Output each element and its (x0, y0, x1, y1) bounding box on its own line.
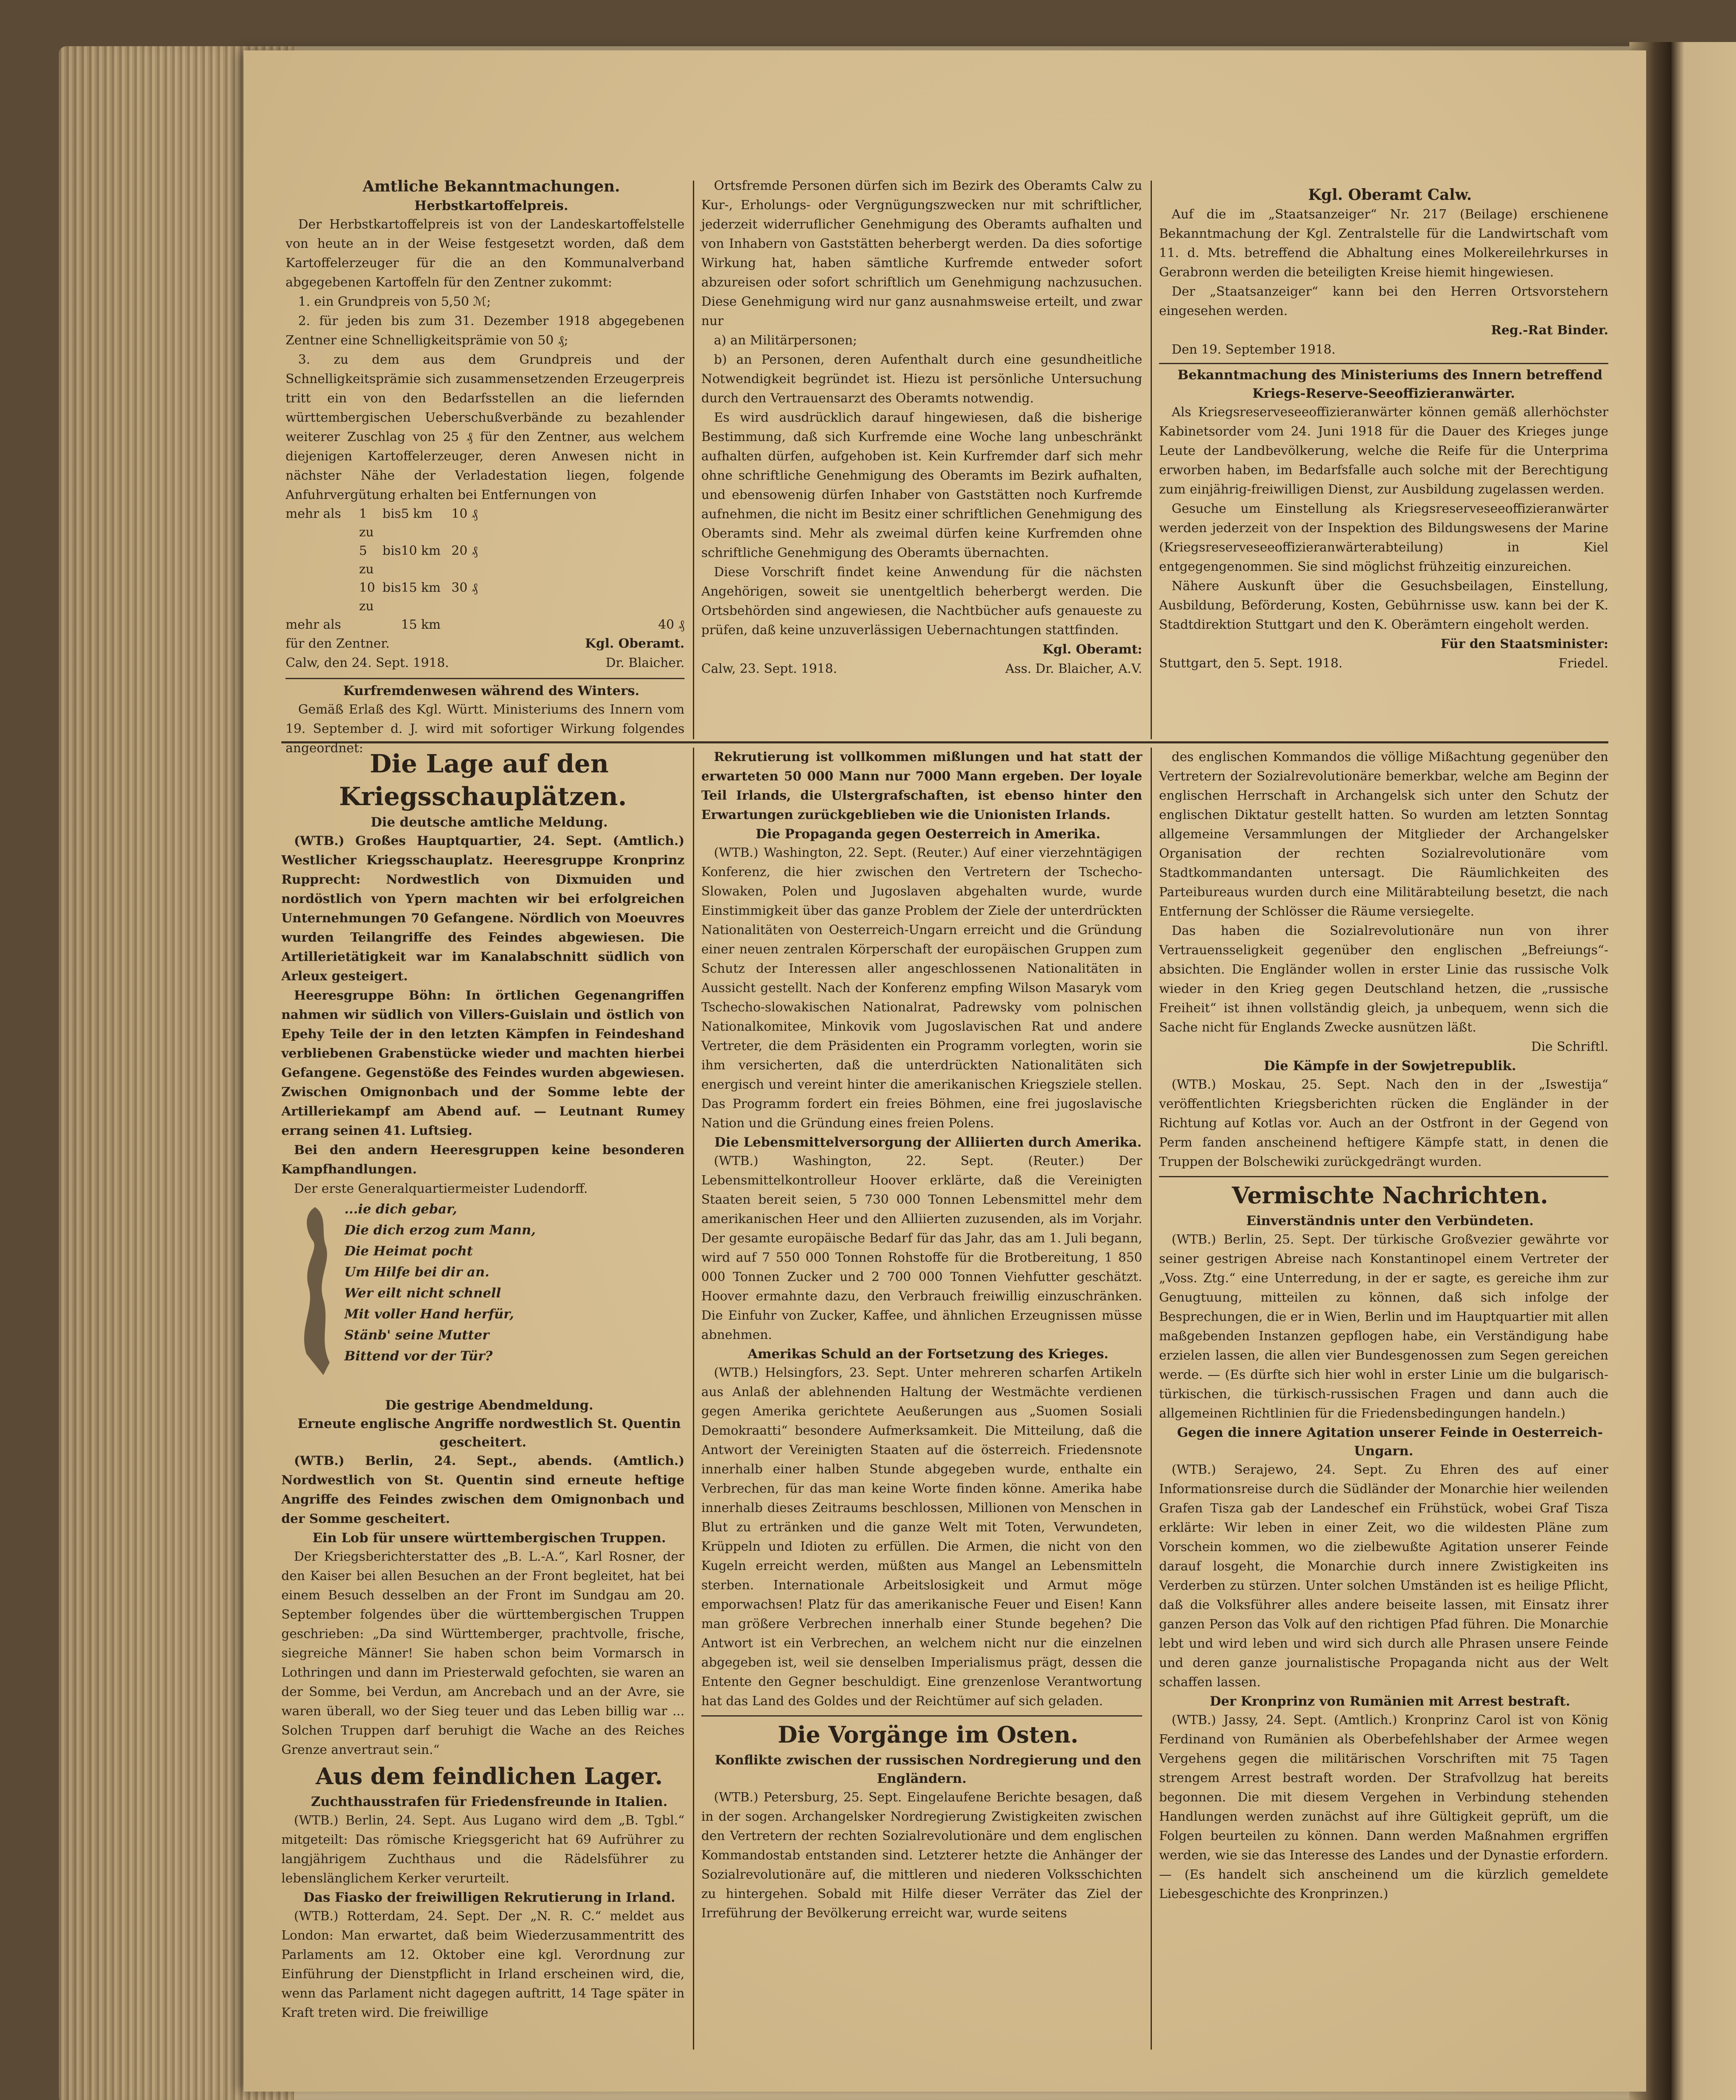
office-name: Kgl. Oberamt: (1042, 642, 1142, 657)
office-name: Kgl. Oberamt. (585, 636, 684, 651)
announcement-subtitle: Herbstkartoffelpreis. (414, 198, 569, 213)
paragraph: (WTB.) Berlin, 25. Sept. Der türkische Großvezier gewährte vor seiner gestrigen Abreise nach Konstantinopel einem Vertreter der „Voss. Ztg.“ eine Unterredung, in der er sagte, es gereiche ihm zur Genugtuung, mitteilen zu können, daß sich infolge der Besprechungen, die er in Wien, Berlin und im Hauptquartier mit allen maßgebenden Instanzen gepflogen habe, ein Verständigung habe erzielen lassen, die allen vier Bundesgenossen zum Segen gereichen werde. — (Es dürfte sich hier wohl in erster Linie um die bulgarisch-türkischen, die türkisch-russischen Fragen und dann auch die allgemeinen Richtlinien für die Friedensbedingungen handeln.) (1159, 1232, 1608, 1421)
paragraph: (WTB.) Moskau, 25. Sept. Nach den in der „Iswestija“ veröffentlichten Kriegsberichten rücken die Engländer in der Richtung auf Kotlas vor. Auch an der Ostfront in der Gegend von Perm fanden anscheinend heftigere Kämpfe statt, in denen die Truppen der Bolschewiki zurückgedrängt wurden. (1159, 1077, 1608, 1169)
signer: Reg.-Rat Binder. (1491, 323, 1608, 338)
announcement-title: Amtliche Bekanntmachungen. (362, 178, 620, 195)
paragraph: Der erste Generalquartiermeister Ludendorff. (294, 1181, 588, 1196)
top-column-3 (1159, 185, 1608, 739)
section-subtitle: Erneute englische Angriffe nordwestlich St. Quentin gescheitert. (297, 1416, 681, 1450)
poem (281, 1199, 684, 1396)
column-rule-top-1 (693, 181, 694, 739)
main-column-1 (281, 748, 684, 2058)
paragraph: (WTB.) Rotterdam, 24. Sept. Der „N. R. C.“ meldet aus London: Man erwartet, daß beim Wiederzusammentritt des Parlaments am 12. Oktober eine kgl. Verordnung zur Einführung der Dienstpflicht in Irland erscheinen wird, die, wenn das Parlament nicht dagegen auftritt, 14 Tage später in Kraft treten wird. Die freiwillige (281, 1909, 684, 2020)
announcement-item-3: 3. zu dem aus dem Grundpreis und der Schnelligkeitsprämie sich zusammensetzenden Erzeugerpreis tritt ein von den Bedarfsstellen an die liefernden württembergischen Ueberschußverbände zu bezahlender weiterer Zuschlag von 25 ₰ für den Zentner, aus welchem diejenigen Kartoffelerzeuger, deren Anwesen nicht in nächster Nähe der Verladestation liegen, folgende Anfuhrvergütung erhalten bei Entfernungen von (286, 352, 684, 502)
paragraph: Gesuche um Einstellung als Kriegsreserveseeoffizieranwärter werden jederzeit von der Inspektion des Bildungswesens der Marine (Kriegsreserveseeoffizieranwärterabteilung) in Kiel entgegengenommen. Sie sind möglichst frühzeitig einzureichen. (1159, 501, 1608, 574)
announcement-title: Bekanntmachung des Ministeriums des Innern betreffend Kriegs-Reserve-Seeoffizieranwärter. (1177, 368, 1602, 401)
poem-line: Mit voller Hand herfür, (344, 1307, 514, 1322)
poem-line: ...ie dich gebar, (344, 1202, 457, 1217)
office-name: Für den Staatsminister: (1440, 637, 1608, 651)
paragraph: Nähere Auskunft über die Gesuchsbeilagen, Einstellung, Ausbildung, Beförderung, Kosten, Gebührnisse usw. kann bei der K. Stadtdirektion Stuttgart und den K. Oberämtern eingeholt werden. (1159, 579, 1608, 632)
paragraph: Rekrutierung ist vollkommen mißlungen und hat statt der erwarteten 50 000 Mann nur 7000 Mann ergeben. Der loyale Teil Irlands, die Ulstergrafschaften, ist ebenso hinter den Erwartungen zurückgeblieben wie die Unionisten Irlands. (701, 750, 1142, 822)
column-rule-main-2 (1151, 748, 1152, 2050)
headline: Vermischte Nachrichten. (1232, 1182, 1548, 1209)
dateline: Calw, 23. Sept. 1918. (701, 662, 837, 676)
section-subtitle: Amerikas Schuld an der Fortsetzung des Krieges. (747, 1347, 1109, 1362)
section-subtitle: Die Propaganda gegen Oesterreich in Amerika. (755, 827, 1101, 842)
decorative-figure-icon (290, 1203, 340, 1379)
poem-line: Um Hilfe bei dir an. (344, 1265, 490, 1280)
newspaper-page (244, 50, 1646, 2092)
table-cell: 10 km (401, 543, 441, 558)
dateline: Stuttgart, den 5. Sept. 1918. (1159, 656, 1343, 671)
section-subtitle: Ein Lob für unsere württembergischen Truppen. (312, 1530, 666, 1546)
paragraph: (WTB.) Serajewo, 24. Sept. Zu Ehren des auf einer Informationsreise durch die Südländer der Monarchie hier weilenden Grafen Tisza gab der Landeschef ein Frühstück, wobei Graf Tisza erklärte: Wir leben in einer Zeit, wo die wildesten Pläne zum Vorschein kommen, wo die zielbewußte Agitation unserer Feinde darauf losgeht, die Monarchie durch innere Zwistigkeiten ins Verderben zu stürzen. Unter solchen Umständen ist es heilige Pflicht, daß die Volksführer alles andere beiseite lassen, mit Einsatz ihrer ganzen Person das Volk auf den richtigen Pfad führen. Die Monarchie lebt und wird leben und wird sich durch alle Phrasen unsere Feinde und deren ganze journalistische Propaganda nicht aus der Welt schaffen lassen. (1159, 1462, 1608, 1690)
announcement-intro: Der Herbstkartoffelpreis ist von der Landeskartoffelstelle von heute an in der Weise festgesetzt worden, daß dem Kartoffelerzeuger für die an den Kommunalverband abgegebenen Kartoffeln für den Zentner zukommt: (286, 217, 684, 290)
section-subtitle: Zuchthausstrafen für Friedensfreunde in Italien. (311, 1794, 668, 1809)
paragraph: Heeresgruppe Böhn: In örtlichen Gegenangriffen nahmen wir südlich von Villers-Guislain und östlich von Epehy Teile der in den letzten Kämpfen in Feindeshand verbliebenen Grabenstücke wieder und machten hierbei Gefangene. Gegenstöße des Feindes wurden abgewiesen. Zwischen Omignonbach und der Somme lebte der Artilleriekampf am Abend auf. — Leutnant Rumey errang seinen 41. Luftsieg. (281, 988, 684, 1138)
poem-line: Die Heimat pocht (344, 1244, 473, 1259)
paragraph: (WTB.) Berlin, 24. Sept. Aus Lugano wird dem „B. Tgbl.“ mitgeteilt: Das römische Kriegsgericht hat 69 Aufrührer zu langjährigem Zuchthaus und die Rädelsführer zu lebenslänglichem Kerker verurteilt. (281, 1813, 684, 1886)
table-cell: 1 bis zu (359, 507, 401, 540)
top-column-1 (286, 176, 684, 756)
announcement-item-1: 1. ein Grundpreis von 5,50 ℳ; (298, 294, 491, 309)
main-column-2 (701, 748, 1142, 2058)
headline: Die Lage auf den Kriegsschauplätzen. (339, 749, 627, 811)
table-cell: mehr als (286, 507, 341, 521)
main-column-3 (1159, 748, 1608, 2058)
section-subtitle: Der Kronprinz von Rumänien mit Arrest bestraft. (1209, 1694, 1571, 1709)
table-cell: 40 ₰ (658, 617, 684, 632)
signer: Dr. Blaicher. (606, 656, 684, 670)
next-page-edge (1671, 42, 1736, 2100)
table-cell: 10 bis zu (359, 580, 401, 614)
paragraph: Der Kriegsberichterstatter des „B. L.-A.“, Karl Rosner, der den Kaiser bei allen Besuchen an der Front begleitet, hat bei einem Besuch desselben an der Front im Sundgau am 20. September folgendes über die württembergischen Truppen geschrieben: „Da sind Württemberger, prachtvolle, frische, siegreiche Männer! Sie haben schon beim Vormarsch in Lothringen und dann im Priesterwald gefochten, sie waren an der Somme, bei Verdun, am Ancrebach und an der Avre, sie waren überall, wo der Sieg teuer und das Leben billig war ... Solchen Truppen darf beruhigt die Wache an des Reiches Grenze anvertraut sein.“ (281, 1549, 684, 1757)
top-column-2 (701, 176, 1142, 739)
section-subtitle: Die deutsche amtliche Meldung. (370, 815, 608, 830)
table-cell: 30 ₰ (451, 580, 478, 595)
signer: Ass. Dr. Blaicher, A.V. (1005, 662, 1142, 676)
table-cell: 10 ₰ (451, 507, 478, 521)
poem-line: Bittend vor der Tür? (344, 1349, 493, 1364)
list-item: a) an Militärpersonen; (714, 333, 857, 348)
table-cell: 15 km (401, 617, 441, 632)
paragraph: (WTB.) Großes Hauptquartier, 24. Sept. (Amtlich.) Westlicher Kriegsschauplatz. Heeresgruppe Kronprinz Rupprecht: Nordwestlich von Dixmuiden und nordöstlich von Ypern machten wir bei erfolgreichen Unternehmungen 70 Gefangene. Nördlich von Moeuvres wurden Teilangriffe des Feindes abgewiesen. Die Artillerietätigkeit war im Kanalabschnitt südlich von Arleux gesteigert. (281, 834, 684, 984)
section-subtitle: Die Lebensmittelversorgung der Alliierten durch Amerika. (714, 1135, 1142, 1150)
section-subtitle: Konflikte zwischen der russischen Nordregierung und den Engländern. (715, 1753, 1141, 1786)
table-cell (286, 579, 359, 616)
paragraph: (WTB.) Washington, 22. Sept. (Reuter.) Der Lebensmittelkontrolleur Hoover erklärte, daß die Vereinigten Staaten bereit seien, 5 730 000 Tonnen Lebensmittel mehr dem amerikanischen Heer und den Alliierten zuzusenden, als im Vorjahr. Der gesamte europäische Bedarf für das Jahr, das am 1. Juli begann, wird auf 7 550 000 Tonnen Rohstoffe für die Brotbereitung, 1 850 000 Tonnen Zucker und 2 700 000 Tonnen Viehfutter geschätzt. Hoover ermahnte dazu, den Verbrauch freiwillig einzuschränken. Die Einfuhr von Zucker, Kaffee, und ähnlichen Erzeugnissen müsse abnehmen. (701, 1154, 1142, 1342)
table-cell: 5 bis zu (359, 543, 401, 577)
paragraph: Ortsfremde Personen dürfen sich im Bezirk des Oberamts Calw zu Kur-, Erholungs- oder Vergnügungszwecken nur mit schriftlicher, jederzeit widerruflicher Genehmigung des Oberamts aufhalten und von Inhabern von Gaststätten beherbergt werden. Da dies sofortige Wirkung hat, haben sämtliche Kurfremde entweder sofort abzureisen oder sofort schriftlich um Genehmigung nachzusuchen. Diese Genehmigung wird nur ganz ausnahmsweise erteilt, und zwar nur (701, 178, 1142, 328)
poem-line: Stänb' seine Mutter (344, 1328, 489, 1343)
table-cell (359, 616, 401, 634)
section-subtitle: Das Fiasko der freiwilligen Rekrutierung in Irland. (303, 1890, 676, 1905)
table-cell: 5 km (401, 507, 433, 521)
paragraph: Auf die im „Staatsanzeiger“ Nr. 217 (Beilage) erschienene Bekanntmachung der Kgl. Zentralstelle für die Landwirtschaft vom 11. d. Mts. betreffend die Abhaltung eines Molkereilehrkurses in Gerabronn werden die beteiligten Kreise hiemit hingewiesen. (1159, 207, 1608, 280)
paragraph: (WTB.) Jassy, 24. Sept. (Amtlich.) Kronprinz Carol ist von König Ferdinand von Rumänien als Oberbefehlshaber der Armee wegen Vergehens gegen die militärischen Vorschriften mit 75 Tagen strengem Arrest bestraft worden. Der Strafvollzug hat bereits begonnen. Die mit diesem Vergehen in Verbindung stehenden Handlungen werden zunächst auf ihre Gültigkeit geprüft, um die Folgen beurteilen zu können. Dann werden Maßnahmen ergriffen werden, wie sie das Interesse des Landes und der Dynastie erfordern. — (Es handelt sich anscheinend um die kürzlich gemeldete Liebesgeschichte des Kronprinzen.) (1159, 1713, 1608, 1901)
section-subtitle: Die Kämpfe in der Sowjetrepublik. (1264, 1058, 1516, 1074)
paragraph: Bei den andern Heeresgruppen keine besonderen Kampfhandlungen. (281, 1143, 684, 1177)
dateline: Den 19. September 1918. (1172, 342, 1336, 357)
paragraph: Diese Vorschrift findet keine Anwendung für die nächsten Angehörigen, soweit sie unentgeltlich beherbergt werden. Die Ortsbehörden sind angewiesen, die Nachtbücher aufs genaueste zu prüfen, daß keine unzuverlässigen Uebernachtungen stattfinden. (701, 565, 1142, 638)
table-cell: mehr als (286, 617, 341, 632)
source-credit: Die Schriftl. (1531, 1040, 1608, 1054)
table-cell: 15 km (401, 580, 441, 595)
section-subtitle: Gegen die innere Agitation unserer Feinde in Oesterreich-Ungarn. (1177, 1425, 1603, 1459)
list-item: b) an Personen, deren Aufenthalt durch eine gesundheitliche Notwendigkeit begründet ist. Hiezu ist persönliche Untersuchung durch den Vertrauensarzt des Oberamts notwendig. (701, 352, 1142, 406)
column-rule-main-1 (693, 748, 694, 2050)
distance-table (286, 505, 684, 634)
paragraph: (WTB.) Berlin, 24. Sept., abends. (Amtlich.) Nordwestlich von St. Quentin sind erneute heftige Angriffe des Feindes zwischen dem Omignonbach und der Somme gescheitert. (281, 1454, 684, 1526)
section-subtitle: Kurfremdenwesen während des Winters. (343, 683, 640, 698)
dateline: Calw, den 24. Sept. 1918. (286, 656, 449, 670)
signer: Friedel. (1558, 656, 1608, 671)
paragraph: (WTB.) Washington, 22. Sept. (Reuter.) Auf einer vierzehntägigen Konferenz, die hier zwischen den Vertretern der Tschecho-Slowaken, Polen und Jugoslaven abgehalten wurde, wurde Einstimmigkeit über das ganze Problem der Ziele der unterdrückten Nationalitäten von Oesterreich-Ungarn erreicht und die Gründung einer neuen zentralen Körperschaft der europäischen Gruppen zum Schutz der Interessen aller angeschlossenen Nationalitäten in Aussicht gestellt. Nach der Konferenz empfing Wilson Masaryk vom Tschecho-slowakischen Nationalrat, Padrewsky vom polnischen Nationalkomitee, Minkovik vom Jugoslavischen Rat und andere Vertreter, die dem Präsidenten ein Programm vorlegten, worin sie ihm versicherten, daß die unterdrückten Nationalitäten sich energisch und vereint hinter die amerikanischen Kriegsziele stellen. Das Programm fordert ein freies Böhmen, eine frei jugoslavische Nation und die Gründung eines freien Polens. (701, 845, 1142, 1131)
headline: Die Vorgänge im Osten. (777, 1721, 1079, 1748)
paragraph: Als Kriegsreserveseeoffizieranwärter können gemäß allerhöchster Kabinetsorder vom 24. Juni 1918 für die Dauer des Krieges junge Leute der Landbevölkerung, welche die Reife für die Unterprima erworben haben, im Bedarfsfalle auch solche mit der Berechtigung zum einjährig-freiwilligen Dienst, zur Ausbildung zugelassen werden. (1159, 405, 1608, 497)
paragraph: Das haben die Sozialrevolutionäre nun von ihrer Vertrauensseligkeit gegenüber den englischen „Befreiungs“-absichten. Die Engländer wollen in erster Linie das russische Volk wieder in den Krieg gegen Deutschland hetzen, die „russische Freiheit“ ist ihnen vollständig gleich, ja unbequem, wenn sich die Sache nicht für Englands Zwecke ausnützen läßt. (1159, 924, 1608, 1035)
section-subtitle: Einverständnis unter den Verbündeten. (1246, 1213, 1534, 1228)
per-unit: für den Zentner. (286, 636, 390, 651)
paragraph: Der „Staatsanzeiger“ kann bei den Herren Ortsvorstehern eingesehen werden. (1159, 284, 1608, 318)
poem-line: Wer eilt nicht schnell (344, 1286, 501, 1301)
announcement-item-2: 2. für jeden bis zum 31. Dezember 1918 abgegebenen Zentner eine Schnelligkeitsprämie von 50 ₰; (286, 314, 684, 348)
paragraph: (WTB.) Petersburg, 25. Sept. Eingelaufene Berichte besagen, daß in der sogen. Archangelsker Nordregierung Zwistigkeiten zwischen den Vertretern der rechten Sozialrevolutionäre und dem englischen Kommandostab entstanden sind. Letzterer hetzte die Anhänger der Sozialrevolutionäre auf, die mittleren und niederen Volksschichten zu hintergehen. Sobald mit Hilfe dieser Verräter das Ziel der Irreführung der Bevölkerung erreicht war, wurde seitens (701, 1790, 1142, 1921)
paragraph: Gemäß Erlaß des Kgl. Württ. Ministeriums des Innern vom 19. September d. J. wird mit sofortiger Wirkung folgendes angeordnet: (286, 702, 684, 756)
headline: Aus dem feindlichen Lager. (315, 1763, 663, 1790)
column-rule-top-2 (1151, 181, 1152, 739)
paragraph: Es wird ausdrücklich darauf hingewiesen, daß die bisherige Bestimmung, daß sich Kurfremde eine Woche lang unbeschränkt aufhalten dürfen, aufgehoben ist. Kein Kurfremder darf sich mehr ohne schriftliche Genehmigung des Oberamts im Bezirk aufhalten, und ebensowenig dürfen Inhaber von Gaststätten noch Kurfremde aufnehmen, die nicht im Besitz einer schriftlichen Genehmigung des Oberamts sind. Mehr als zweimal dürfen keine Kurfremden ohne schriftliche Genehmigung des Oberamts übernachten. (701, 410, 1142, 560)
paragraph: (WTB.) Helsingfors, 23. Sept. Unter mehreren scharfen Artikeln aus Anlaß der ablehnenden Haltung der Westmächte verdienen gegen Amerika gerichtete Aeußerungen aus „Suomen Sosiali Demokraatti“ besondere Aufmerksamkeit. Die Mitteilung, daß die Antwort der Vereinigten Staaten auf die österreich. Friedensnote innerhalb einer halben Stunde abgegeben wurde, enthalte ein Verbrechen, für das man keine Worte finden könne. Amerika habe innerhalb dieses Zeitraums beschlossen, Millionen von Menschen in Blut zu ertränken und die ganze Welt mit Toten, Verwundeten, Krüppeln und Idioten zu erfüllen. Die Armen, die nicht von den Kugeln erreicht werden, müßten aus Mangel an Lebensmitteln sterben. Internationale Arbeitslosigkeit und Armut möge emporwachsen! Platz für das amerikanische Feuer und Eisen! Kann man größere Verbrechen innerhalb einer Stunde begehen? Die Antwort ist ein Verbrechen, an welchem nicht nur die einzelnen abgegeben ist, weil sie denselben Imperialismus prägt, dessen die Entente den Gegner beschuldigt. Eine grenzenlose Verantwortung hat das Land des Goldes und der Reichtümer auf sich geladen. (701, 1365, 1142, 1709)
poem-line: Die dich erzog zum Mann, (344, 1223, 536, 1238)
table-cell (286, 542, 359, 579)
announcement-title: Kgl. Oberamt Calw. (1308, 186, 1472, 204)
paragraph: des englischen Kommandos die völlige Mißachtung gegenüber den Vertretern der Sozialrevolutionäre bemerkbar, welche am Beginn der englischen Herrschaft in Archangelsk sich unter den Schutz der englischen Diktatur gestellt hatten. So wurden am letzten Sonntag allgemeine Versammlungen der Mitglieder der Archangelsker Organisation der rechten Sozialrevolutionäre vom Stadtkommandanten untersagt. Die Räumlichkeiten des Parteibureaus wurden durch eine Militärabteilung besetzt, die nach Entfernung der Schlösser die Räume versiegelte. (1159, 750, 1608, 919)
table-cell: 20 ₰ (451, 543, 478, 558)
section-subtitle: Die gestrige Abendmeldung. (385, 1398, 593, 1413)
